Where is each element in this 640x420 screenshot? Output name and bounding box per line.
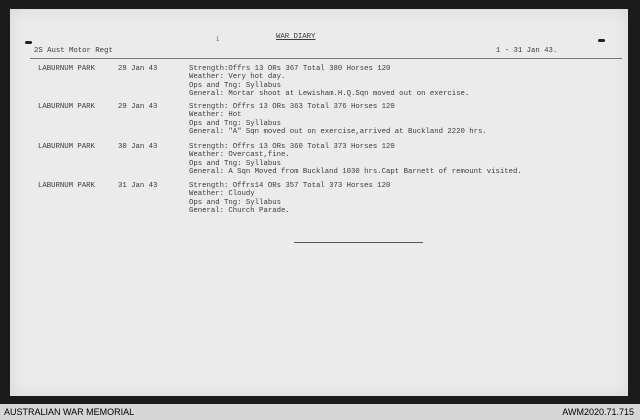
entry-weather: Weather: Overcast,fine. (189, 151, 290, 160)
entry-place: LABURNUM PARK (38, 182, 95, 190)
entry-place: LABURNUM PARK (38, 65, 95, 73)
entry-details (189, 103, 487, 137)
entry-ops-tng: Ops and Tng: Syllabus (189, 159, 281, 168)
entry-strength: Strength: Offrs14 ORs 357 Total 373 Horses 120 (189, 182, 391, 190)
entry-general: General: Mortar shoot at Lewisham.H.Q.Sqn moved out on exercise. (189, 90, 470, 99)
entry-date: 31 Jan 43 (118, 182, 158, 190)
punch-hole-left (25, 41, 32, 44)
entry-strength: Strength:Offrs 13 ORs 367 Total 380 Horses 120 (189, 65, 391, 73)
tick-mark: 1 (216, 37, 220, 43)
archive-name: AUSTRALIAN WAR MEMORIAL (4, 407, 135, 417)
entry-weather: Weather: Cloudy (189, 190, 255, 199)
entry-date: 28 Jan 43 (118, 65, 158, 73)
entry-weather: Weather: Hot (189, 111, 242, 120)
entry-ops-tng: Ops and Tng: Syllabus (189, 81, 281, 90)
entry-ops-tng: Ops and Tng: Syllabus (189, 119, 281, 128)
entry-ops-tng: Ops and Tng: Syllabus (189, 198, 281, 207)
archive-footer (0, 404, 640, 420)
entry-place: LABURNUM PARK (38, 103, 95, 111)
entry-general: General: Church Parade. (189, 207, 290, 216)
diary-period: 1 - 31 Jan 43. (496, 47, 558, 55)
entry-place: LABURNUM PARK (38, 143, 95, 151)
entry-general: General: "A" Sqn moved out on exercise,arrived at Buckland 2220 hrs. (189, 128, 487, 137)
entry-weather: Weather: Very hot day. (189, 73, 286, 82)
unit-name: 2S Aust Motor Regt (34, 47, 113, 55)
entry-strength: Strength: Offrs 13 ORs 360 Total 373 Horses 120 (189, 143, 395, 151)
header-rule (30, 58, 622, 59)
entry-strength: Strength: Offrs 13 ORs 363 Total 376 Horses 120 (189, 103, 395, 111)
signature-line (294, 242, 423, 243)
entry-details (189, 182, 390, 216)
entry-date: 30 Jan 43 (118, 143, 158, 151)
entry-general: General: A Sqn Moved from Buckland 1030 hrs.Capt Barnett of remount visited. (189, 168, 522, 177)
punch-hole-right (598, 39, 605, 42)
document-title: WAR DIARY (276, 33, 316, 41)
entry-details (189, 143, 522, 177)
entry-details (189, 65, 469, 99)
archive-reference: AWM2020.71.715 (562, 407, 634, 417)
entry-date: 29 Jan 43 (118, 103, 158, 111)
